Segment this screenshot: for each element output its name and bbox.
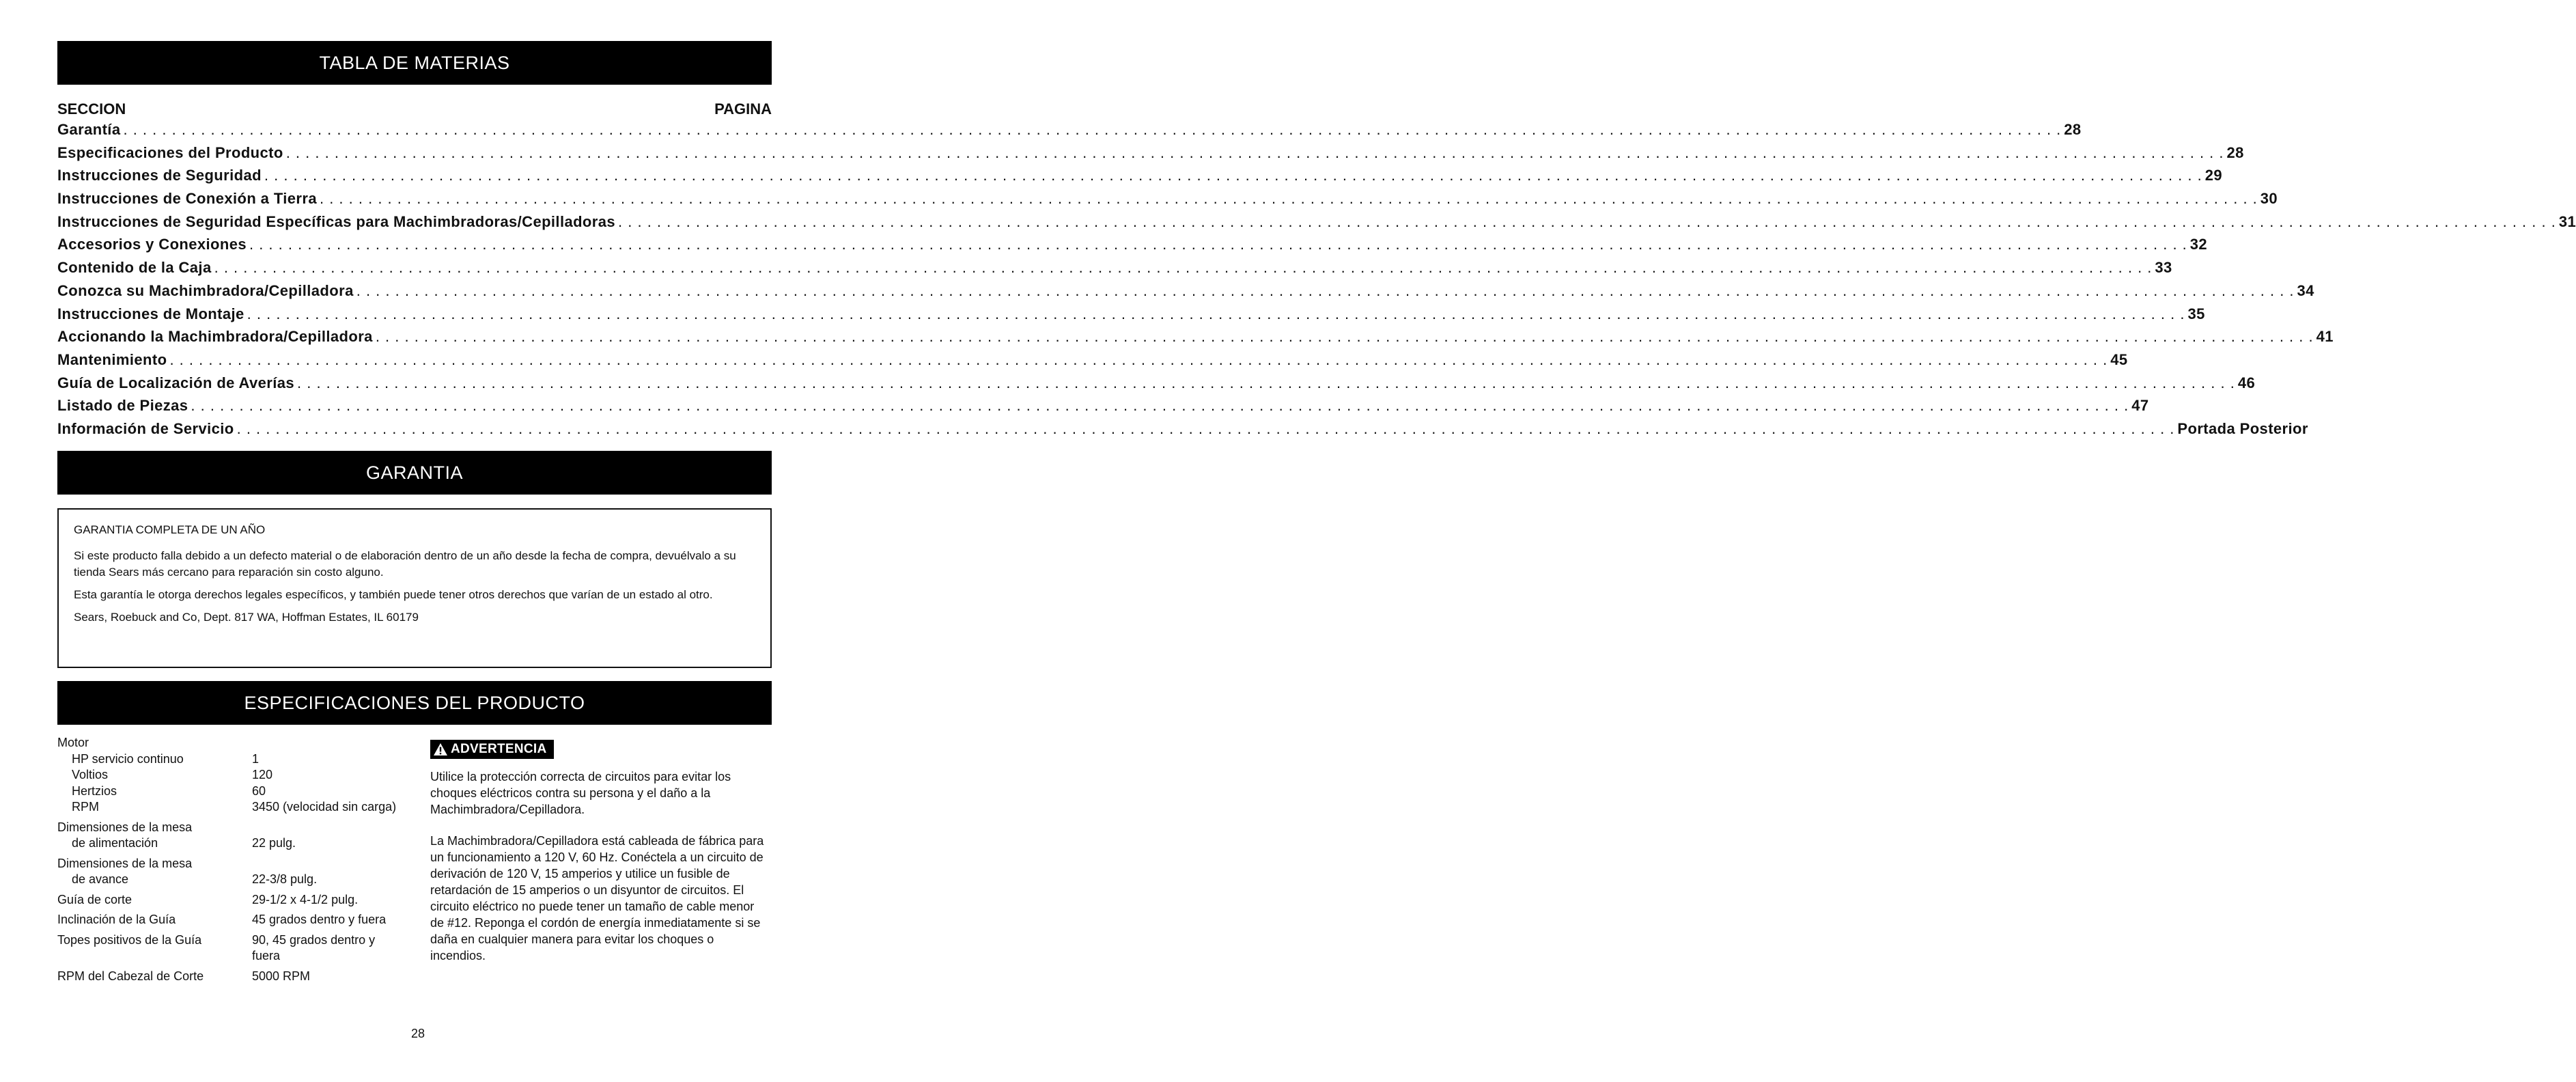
toc-page-heading: PAGINA	[714, 100, 772, 117]
toc-entry-title: Accionando la Machimbradora/Cepilladora	[57, 328, 373, 346]
toc-entry	[57, 417, 2308, 441]
warning-panel	[430, 740, 769, 964]
warning-badge-label: ADVERTENCIA	[451, 742, 547, 756]
spec-value: 29-1/2 x 4-1/2 pulg.	[252, 892, 359, 906]
toc-entry-page: 33	[2155, 259, 2172, 277]
toc-dot-leader: . . . . . . . . . . . . . . . . . . . . . . . . . . . . . . . . . . . . . . . . . . . . . . . . . . . . . . . . . . . . . . . . . . . . . . . . . . . . . . . . . . . . . . . . . . . . . . . . . . . . . . . . . . . . . . . . . . . . . . . . . . . . . . . . . . . . . . . . . . . . . . . . . . . . . . . . . . . . . . . . . . . . . . . . . . . . . . . . . . . . . . . . . . . . . . . . . . . . . . . .	[618, 212, 2556, 230]
toc-dot-leader: . . . . . . . . . . . . . . . . . . . . . . . . . . . . . . . . . . . . . . . . . . . . . . . . . . . . . . . . . . . . . . . . . . . . . . . . . . . . . . . . . . . . . . . . . . . . . . . . . . . . . . . . . . . . . . . . . . . . . . . . . . . . . . . . . . . . . . . . . . . . . . . . . . . . . . . . . . . . . . . . . . . . . . . . . . . . . . . . . . . . . . . . . . . . . . . . . . . . . . . .	[247, 305, 2185, 322]
toc-entry	[57, 348, 2128, 372]
toc-entry	[57, 394, 2149, 417]
toc-entry-page: 41	[2316, 328, 2334, 346]
spec-value: 22-3/8 pulg.	[252, 872, 318, 886]
toc-dot-leader: . . . . . . . . . . . . . . . . . . . . . . . . . . . . . . . . . . . . . . . . . . . . . . . . . . . . . . . . . . . . . . . . . . . . . . . . . . . . . . . . . . . . . . . . . . . . . . . . . . . . . . . . . . . . . . . . . . . . . . . . . . . . . . . . . . . . . . . . . . . . . . . . . . . . . . . . . . . . . . . . . . . . . . . . . . . . . . . . . . . . . . . . . . . . . . . . . . . . . . . .	[264, 167, 2202, 184]
toc-entry-title: Información de Servicio	[57, 419, 234, 437]
toc-entry	[57, 372, 2256, 395]
toc-entry-page: 28	[2064, 121, 2082, 138]
spec-row-outfeed-2	[57, 872, 419, 888]
toc-entry-title: Accesorios y Conexiones	[57, 236, 247, 253]
toc-dot-leader: . . . . . . . . . . . . . . . . . . . . . . . . . . . . . . . . . . . . . . . . . . . . . . . . . . . . . . . . . . . . . . . . . . . . . . . . . . . . . . . . . . . . . . . . . . . . . . . . . . . . . . . . . . . . . . . . . . . . . . . . . . . . . . . . . . . . . . . . . . . . . . . . . . . . . . . . . . . . . . . . . . . . . . . . . . . . . . . . . . . . . . . . . . . . . . . . . . . . . . . .	[319, 190, 2258, 208]
warranty-paragraph-2: Esta garantía le otorga derechos legales específicos, y también puede tener otros derechos que varían de un estado al otro.	[74, 588, 713, 601]
toc-entry	[57, 187, 2278, 210]
toc-entry-page: 32	[2189, 236, 2208, 253]
toc-entry-title: Instrucciones de Seguridad	[57, 167, 262, 184]
spec-row-infeed-2	[57, 835, 419, 852]
toc-entry	[57, 303, 2205, 326]
toc-entry-title: Garantía	[57, 121, 121, 138]
toc-dot-leader: . . . . . . . . . . . . . . . . . . . . . . . . . . . . . . . . . . . . . . . . . . . . . . . . . . . . . . . . . . . . . . . . . . . . . . . . . . . . . . . . . . . . . . . . . . . . . . . . . . . . . . . . . . . . . . . . . . . . . . . . . . . . . . . . . . . . . . . . . . . . . . . . . . . . . . . . . . . . . . . . . . . . . . . . . . . . . . . . . . . . . . . . . . . . . . . . . . . . . . . .	[375, 328, 2314, 346]
spec-label: Topes positivos de la Guía	[57, 932, 202, 947]
toc-entry-page: 28	[2226, 143, 2244, 161]
spec-value: 60	[252, 783, 266, 798]
warning-paragraph-2: La Machimbradora/Cepilladora está cableada de fábrica para un funcionamiento a 120 V, 60 Hz. Conéctela a un circuito de derivación de 120 V, 15 amperios y utilice un fusible de retardación de 15 amperios o un disyuntor de circuitos. El circuito eléctrico no puede tener un tamaño de cable menor de #12. Reponga el cordón de energía inmediatamente si se daña en cualquier manera para evitar los choques o incendios.	[430, 834, 764, 962]
warranty-paragraph-1: Si este producto falla debido a un defecto material o de elaboración dentro de un año desde la fecha de compra, devuélvalo a su tienda Sears más cercano para reparación sin costo alguno.	[74, 549, 736, 579]
spec-value: 1	[252, 751, 260, 766]
toc-entry-page: 29	[2204, 167, 2223, 184]
toc-entry-title: Contenido de la Caja	[57, 259, 212, 277]
toc-entry-title: Conozca su Machimbradora/Cepilladora	[57, 281, 354, 299]
toc-dot-leader: . . . . . . . . . . . . . . . . . . . . . . . . . . . . . . . . . . . . . . . . . . . . . . . . . . . . . . . . . . . . . . . . . . . . . . . . . . . . . . . . . . . . . . . . . . . . . . . . . . . . . . . . . . . . . . . . . . . . . . . . . . . . . . . . . . . . . . . . . . . . . . . . . . . . . . . . . . . . . . . . . . . . . . . . . . . . . . . . . . . . . . . . . . . . . . . . . . . . . . . .	[285, 143, 2224, 161]
toc-entry	[57, 256, 2172, 279]
spec-label: Inclinación de la Guía	[57, 913, 176, 926]
toc-dot-leader: . . . . . . . . . . . . . . . . . . . . . . . . . . . . . . . . . . . . . . . . . . . . . . . . . . . . . . . . . . . . . . . . . . . . . . . . . . . . . . . . . . . . . . . . . . . . . . . . . . . . . . . . . . . . . . . . . . . . . . . . . . . . . . . . . . . . . . . . . . . . . . . . . . . . . . . . . . . . . . . . . . . . . . . . . . . . . . . . . . . . . . . . . . . . . . . . . . . . . . . .	[249, 236, 2187, 253]
warranty-box	[57, 508, 772, 668]
warranty-banner: GARANTIA	[57, 451, 772, 495]
toc-entry-title: Instrucciones de Montaje	[57, 305, 244, 322]
page-number: 28	[410, 1027, 425, 1040]
spec-row-motor	[57, 735, 419, 751]
toc-entry-title: Mantenimiento	[57, 350, 167, 368]
toc-dot-leader: . . . . . . . . . . . . . . . . . . . . . . . . . . . . . . . . . . . . . . . . . . . . . . . . . . . . . . . . . . . . . . . . . . . . . . . . . . . . . . . . . . . . . . . . . . . . . . . . . . . . . . . . . . . . . . . . . . . . . . . . . . . . . . . . . . . . . . . . . . . . . . . . . . . . . . . . . . . . . . . . . . . . . . . . . . . . . . . . . . . . . . . . . . . . . . . . . . . . . . . .	[297, 374, 2235, 391]
spec-label: Motor	[57, 736, 89, 749]
toc-entry	[57, 141, 2244, 165]
specifications-list	[57, 735, 419, 984]
toc-banner: TABLA DE MATERIAS	[57, 41, 772, 85]
spec-row-outfeed-1	[57, 856, 419, 872]
spec-row-hertz	[57, 783, 419, 800]
toc-dot-leader: . . . . . . . . . . . . . . . . . . . . . . . . . . . . . . . . . . . . . . . . . . . . . . . . . . . . . . . . . . . . . . . . . . . . . . . . . . . . . . . . . . . . . . . . . . . . . . . . . . . . . . . . . . . . . . . . . . . . . . . . . . . . . . . . . . . . . . . . . . . . . . . . . . . . . . . . . . . . . . . . . . . . . . . . . . . . . . . . . . . . . . . . . . . . . . . . . . . . . . . .	[191, 397, 2129, 415]
spec-label: Voltios	[72, 768, 109, 781]
spec-value: 45 grados dentro y fuera	[252, 913, 387, 926]
spec-value: 120	[252, 768, 273, 781]
spec-label: RPM	[72, 800, 99, 814]
spec-label: Guía de corte	[57, 892, 132, 906]
spec-value: 3450 (velocidad sin carga)	[252, 800, 397, 814]
toc-dot-leader: . . . . . . . . . . . . . . . . . . . . . . . . . . . . . . . . . . . . . . . . . . . . . . . . . . . . . . . . . . . . . . . . . . . . . . . . . . . . . . . . . . . . . . . . . . . . . . . . . . . . . . . . . . . . . . . . . . . . . . . . . . . . . . . . . . . . . . . . . . . . . . . . . . . . . . . . . . . . . . . . . . . . . . . . . . . . . . . . . . . . . . . . . . . . . . . . . . . . . . . .	[123, 121, 2062, 138]
toc-entry-page: 35	[2187, 305, 2205, 322]
toc-section-heading: SECCION	[57, 100, 126, 117]
spec-value: fuera	[252, 949, 281, 962]
warning-triangle-icon	[433, 743, 448, 756]
spec-value: 22 pulg.	[252, 836, 296, 850]
toc-entry-title: Especificaciones del Producto	[57, 143, 283, 161]
spec-value: 5000 RPM	[252, 969, 311, 983]
toc-entry	[57, 233, 2208, 256]
spec-row-fence	[57, 892, 419, 908]
warranty-address: Sears, Roebuck and Co, Dept. 817 WA, Hoffman Estates, IL 60179	[74, 611, 419, 624]
toc-entry	[57, 164, 2223, 187]
toc-header	[57, 96, 772, 118]
toc-entry-page: 30	[2260, 190, 2278, 208]
toc-entry	[57, 325, 2334, 348]
spec-label: Dimensiones de la mesa	[57, 820, 193, 834]
warranty-title: GARANTIA COMPLETA DE UN AÑO	[74, 523, 266, 536]
toc-dot-leader: . . . . . . . . . . . . . . . . . . . . . . . . . . . . . . . . . . . . . . . . . . . . . . . . . . . . . . . . . . . . . . . . . . . . . . . . . . . . . . . . . . . . . . . . . . . . . . . . . . . . . . . . . . . . . . . . . . . . . . . . . . . . . . . . . . . . . . . . . . . . . . . . . . . . . . . . . . . . . . . . . . . . . . . . . . . . . . . . . . . . . . . . . . . . . . . . . . . . . . . .	[214, 259, 2153, 277]
specifications-banner: ESPECIFICACIONES DEL PRODUCTO	[57, 681, 772, 725]
toc-dot-leader: . . . . . . . . . . . . . . . . . . . . . . . . . . . . . . . . . . . . . . . . . . . . . . . . . . . . . . . . . . . . . . . . . . . . . . . . . . . . . . . . . . . . . . . . . . . . . . . . . . . . . . . . . . . . . . . . . . . . . . . . . . . . . . . . . . . . . . . . . . . . . . . . . . . . . . . . . . . . . . . . . . . . . . . . . . . . . . . . . . . . . . . . . . . . . . . . . . . . . . . .	[356, 281, 2295, 299]
spec-row-hp	[57, 751, 419, 768]
warning-paragraph-1: Utilice la protección correcta de circuitos para evitar los choques eléctricos contra su persona y el daño a la Machimbradora/Cepilladora.	[430, 770, 731, 816]
toc-entry-title: Guía de Localización de Averías	[57, 374, 294, 391]
spec-label: RPM del Cabezal de Corte	[57, 969, 204, 983]
toc-entry-page: 31	[2558, 212, 2576, 230]
toc-entry	[57, 210, 2576, 234]
spec-label: Hertzios	[72, 783, 117, 798]
toc-entry-page: 46	[2237, 374, 2256, 391]
spec-row-head-rpm	[57, 969, 419, 985]
toc-entry-page: 45	[2110, 350, 2128, 368]
toc-entry-title: Instrucciones de Conexión a Tierra	[57, 190, 317, 208]
spec-row-stops-2	[57, 948, 419, 965]
spec-row-volts	[57, 767, 419, 783]
spec-label: de alimentación	[72, 836, 158, 850]
spec-row-stops-1	[57, 932, 419, 949]
spec-label: HP servicio continuo	[72, 751, 184, 766]
table-of-contents	[57, 96, 2576, 441]
toc-dot-leader: . . . . . . . . . . . . . . . . . . . . . . . . . . . . . . . . . . . . . . . . . . . . . . . . . . . . . . . . . . . . . . . . . . . . . . . . . . . . . . . . . . . . . . . . . . . . . . . . . . . . . . . . . . . . . . . . . . . . . . . . . . . . . . . . . . . . . . . . . . . . . . . . . . . . . . . . . . . . . . . . . . . . . . . . . . . . . . . . . . . . . . . . . . . . . . . . . . . . . . . .	[169, 350, 2108, 368]
toc-entry-title: Listado de Piezas	[57, 397, 188, 415]
spec-label: Dimensiones de la mesa	[57, 856, 193, 870]
toc-entry-page: 34	[2297, 281, 2314, 299]
spec-row-infeed-1	[57, 820, 419, 836]
toc-entry-page: Portada Posterior	[2177, 419, 2308, 437]
spec-label: de avance	[72, 872, 129, 886]
toc-entry	[57, 118, 2082, 141]
toc-entry	[57, 279, 2314, 303]
spec-row-rpm	[57, 799, 419, 816]
warning-badge	[430, 740, 554, 759]
toc-entry-page: 47	[2131, 397, 2149, 415]
toc-entry-title: Instrucciones de Seguridad Específicas para Machimbradoras/Cepilladoras	[57, 212, 616, 230]
spec-row-tilt	[57, 912, 419, 928]
toc-dot-leader: . . . . . . . . . . . . . . . . . . . . . . . . . . . . . . . . . . . . . . . . . . . . . . . . . . . . . . . . . . . . . . . . . . . . . . . . . . . . . . . . . . . . . . . . . . . . . . . . . . . . . . . . . . . . . . . . . . . . . . . . . . . . . . . . . . . . . . . . . . . . . . . . . . . . . . . . . . . . . . . . . . . . . . . . . . . . . . . . . . . . . . . . . . . . . . . . . . . . . . . .	[236, 419, 2175, 437]
spec-value: 90, 45 grados dentro y	[252, 932, 376, 947]
